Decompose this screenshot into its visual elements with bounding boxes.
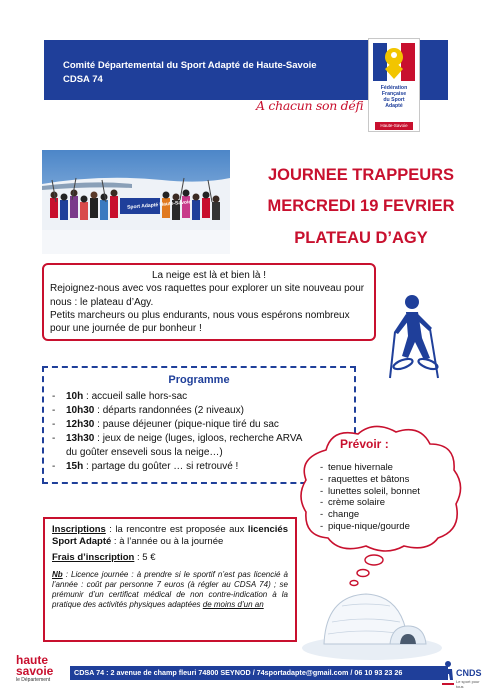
programme-item-continued: du goûter enseveli sous la neige…) — [66, 447, 223, 458]
haute-savoie-logo — [16, 655, 66, 695]
inscription-note: Nb : Licence journée : à prendre si le sportif n’est pas licencié à l’année : coût par personne 7 euros (à régler au CDSA 74) ; se prémunir d’un certificat médical de non contre-indication à la pratique des activités physiques adaptées de moins d’un an — [52, 569, 288, 609]
inscription-text: Inscriptions : la rencontre est proposée aux licenciés Sport Adapté : à l’année ou à la journée — [52, 524, 288, 547]
hs-logo-line3: le Département — [16, 677, 51, 683]
header-title: Comité Départemental du Sport Adapté de Haute-Savoie — [63, 60, 317, 71]
inscription-box — [43, 517, 297, 642]
header-subtitle: CDSA 74 — [63, 74, 103, 85]
intro-line-1: La neige est là et bien là ! — [152, 270, 266, 281]
event-date: MERCREDI 19 FEVRIER — [267, 197, 455, 215]
inscription-fee: Frais d’inscription : 5 € — [52, 552, 156, 563]
intro-line-3: Petits marcheurs ou plus endurants, nous vous espérons nombreux pour une journée de pur bonheur ! — [50, 309, 350, 335]
intro-line-2: Rejoignez-nous avec vos raquettes pour explorer un site nouveau pour nous : le plateau d’Agy. — [50, 283, 365, 308]
ffsa-footer: Haute-Savoie — [375, 122, 413, 130]
prevoir-item: - change — [320, 509, 420, 521]
ffsa-logo — [368, 38, 420, 132]
programme-item: - 12h30 : pause déjeuner (pique-nique tiré du sac — [52, 418, 352, 432]
event-location: PLATEAU D’AGY — [294, 229, 428, 247]
programme-item: - 13h30 : jeux de neige (luges, igloos, recherche ARVA — [52, 432, 352, 446]
ffsa-emblem-icon — [369, 39, 419, 85]
programme-item: - 15h : partage du goûter … si retrouvé ! — [52, 460, 352, 474]
cnds-subtext: Le sport pour tous — [456, 679, 480, 689]
prevoir-item: - raquettes et bâtons — [320, 474, 420, 486]
ffsa-text-3: du Sport — [383, 97, 405, 103]
footer-contact: CDSA 74 : 2 avenue de champ fleuri 74800 SEYNOD / 74sportadapte@gmail.com / 06 10 93 23 26 — [74, 668, 403, 677]
ffsa-text-1: Fédération — [380, 85, 408, 91]
programme-item: - 10h : accueil salle hors-sac — [52, 390, 352, 404]
prevoir-item: - crème solaire — [320, 497, 420, 509]
snow-group-photo-icon — [42, 150, 230, 254]
igloo-illustration-icon — [302, 582, 442, 660]
snowshoe-hiker-icon — [382, 292, 446, 384]
cnds-text: CNDS — [456, 668, 482, 678]
prevoir-item: - tenue hivernale — [320, 462, 420, 474]
prevoir-title: Prévoir : — [340, 437, 389, 451]
hs-logo-line1: haute — [16, 653, 49, 667]
programme-item: - 10h30 : départs randonnées (2 niveaux) — [52, 404, 352, 418]
intro-box — [42, 263, 376, 341]
prevoir-item: - lunettes soleil, bonnet — [320, 486, 420, 498]
programme-title: Programme — [168, 374, 230, 386]
ffsa-text-4: Adapté — [385, 103, 403, 109]
slogan: A chacun son défi — [256, 98, 364, 113]
prevoir-list — [320, 462, 420, 533]
ffsa-text-2: Française — [381, 91, 407, 97]
group-photo — [42, 150, 230, 254]
prevoir-item: - pique-nique/gourde — [320, 521, 420, 533]
cnds-figure-icon — [440, 660, 456, 686]
photo-banner-text: Sport Adapté Haute-Savoie — [126, 199, 192, 211]
cnds-logo — [440, 660, 486, 692]
event-title: JOURNEE TRAPPEURS — [267, 166, 455, 184]
hs-logo-line2: savoie — [16, 664, 54, 678]
